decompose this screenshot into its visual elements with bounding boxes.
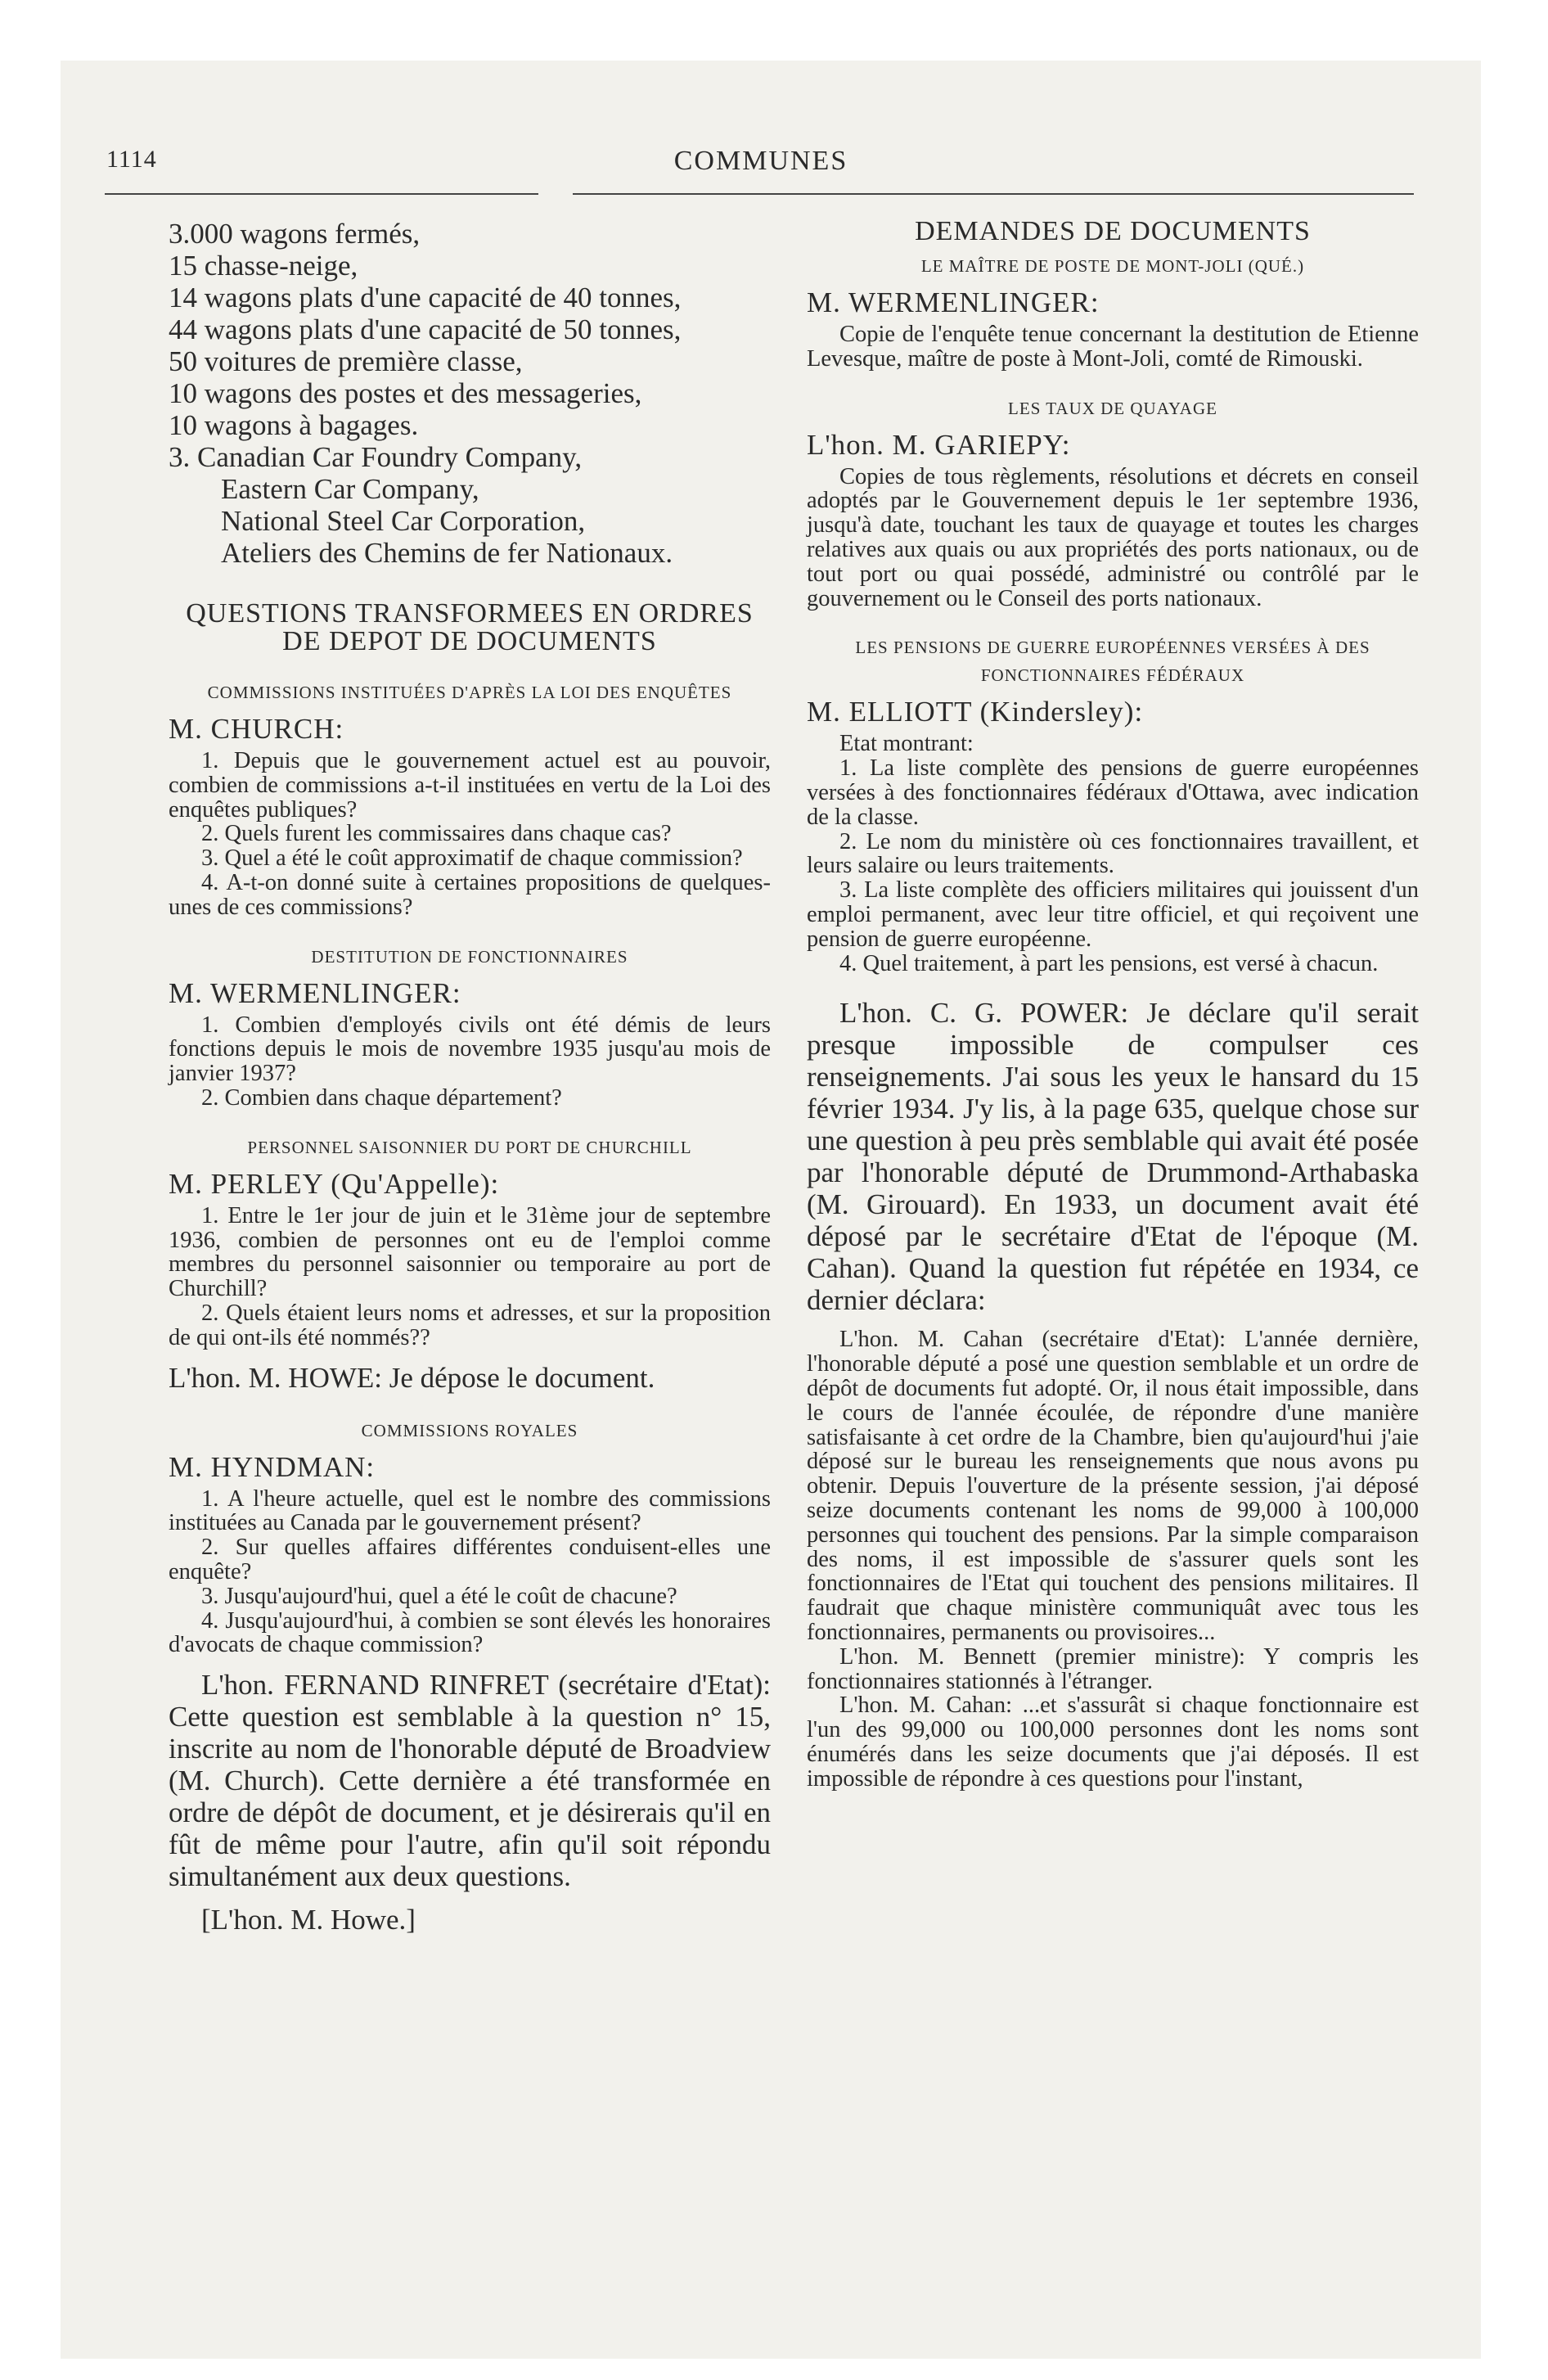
speaker-name: M. ELLIOTT (Kindersley):	[807, 696, 1144, 728]
section-heading: LES PENSIONS DE GUERRE EUROPÉENNES VERSÉES À DES FONCTIONNAIRES FÉDÉRAUX	[855, 638, 1370, 686]
speaker-name: M. HYNDMAN:	[169, 1450, 376, 1483]
quoted-paragraph: L'hon. M. Cahan: ...et s'assurât si chaque fonctionnaire est l'un des 99,000 ou 100,000 personnes dont les noms sont énumérés dans les seize documents que j'ai déposés. Il est impossible de répondre à ces questions pour l'instant,	[807, 1693, 1419, 1792]
reply-paragraph: L'hon. M. HOWE: Je dépose le document.	[169, 1361, 655, 1394]
section-main-heading: DEMANDES DE DOCUMENTS	[915, 216, 1311, 246]
list-item: National Steel Car Corporation,	[221, 505, 586, 537]
question-paragraph: 3. Quel a été le coût approximatif de chaque commission?	[201, 845, 743, 872]
header-rule-left	[105, 193, 538, 195]
left-column	[169, 218, 771, 1936]
question-paragraph: 2. Combien dans chaque département?	[201, 1084, 562, 1111]
list-item: 15 chasse-neige,	[169, 250, 358, 282]
list-item: 10 wagons à bagages.	[169, 409, 419, 441]
question-paragraph: 2. Sur quelles affaires différentes conduisent-elles une enquête?	[169, 1535, 771, 1584]
reply-paragraph: L'hon. FERNAND RINFRET (secrétaire d'Etat): Cette question est semblable à la question n° 15, inscrite au nom de l'honorable député de Broadview (M. Church). Cette dernière a été transformée en ordre de dépôt de document, et je désirerais qu'il en fût de même pour l'autre, afin qu'il soit répondu simultanément aux deux questions.	[169, 1669, 771, 1893]
question-paragraph: 1. Combien d'employés civils ont été démis de leurs fonctions depuis le mois de novembre 1935 jusqu'au mois de janvier 1937?	[169, 1012, 771, 1087]
section-heading: DESTITUTION DE FONCTIONNAIRES	[311, 946, 628, 967]
speaker-name: L'hon. M. GARIEPY:	[807, 428, 1071, 461]
question-paragraph: 1. Depuis que le gouvernement actuel est au pouvoir, combien de commissions a-t-il instituées en vertu de la Loi des enquêtes publiques?	[169, 748, 771, 823]
section-heading: LES TAUX DE QUAYAGE	[1008, 398, 1217, 418]
page-header	[106, 146, 1415, 187]
question-paragraph: 2. Quels étaient leurs noms et adresses, et sur la proposition de qui ont-ils été nommés??	[169, 1300, 771, 1350]
question-paragraph: 3. Jusqu'aujourd'hui, quel a été le coût de chacune?	[201, 1583, 677, 1609]
question-paragraph: 4. Jusqu'aujourd'hui, à combien se sont élevés les honoraires d'avocats de chaque commission?	[169, 1607, 771, 1658]
list-item: 14 wagons plats d'une capacité de 40 tonnes,	[169, 282, 682, 313]
question-paragraph: 4. A-t-on donné suite à certaines propositions de quelques-unes de ces commissions?	[169, 869, 771, 920]
quoted-paragraph: L'hon. M. Bennett (premier ministre): Y compris les fonctionnaires stationnés à l'étranger.	[807, 1643, 1419, 1694]
section-heading: LE MAÎTRE DE POSTE DE MONT-JOLI (QUÉ.)	[920, 256, 1305, 276]
request-paragraph: Copie de l'enquête tenue concernant la destitution de Etienne Levesque, maître de poste à Mont-Joli, comté de Rimouski.	[807, 322, 1419, 372]
section-heading: COMMISSIONS INSTITUÉES D'APRÈS LA LOI DES ENQUÊTES	[207, 683, 732, 702]
request-paragraph: 1. La liste complète des pensions de guerre européennes versées à des fonctionnaires fédéraux d'Ottawa, avec indication de la classe.	[807, 755, 1419, 830]
reply-paragraph: L'hon. C. G. POWER: Je déclare qu'il serait presque impossible de compulser ces renseignements. J'ai sous les yeux le hansard du 15 février 1934. J'y lis, à la page 635, quelque chose sur une question à peu près semblable qui avait été posée par l'honorable député de Drummond-Arthabaska (M. Girouard). En 1933, un document avait été déposé par le secrétaire d'Etat de l'époque (M. Cahan). Quand la question fut répétée en 1934, ce dernier déclara:	[807, 997, 1419, 1317]
right-column	[807, 218, 1419, 1791]
request-paragraph: 4. Quel traitement, à part les pensions, est versé à chacun.	[839, 950, 1379, 976]
section-heading: COMMISSIONS ROYALES	[361, 1420, 578, 1440]
list-item: Ateliers des Chemins de fer Nationaux.	[221, 537, 673, 569]
list-item: 3. Canadian Car Foundry Company,	[169, 441, 583, 473]
request-paragraph: Copies de tous règlements, résolutions et décrets en conseil adoptés par le Gouvernement depuis le 1er septembre 1936, jusqu'à date, touchant les taux de quayage et toutes les charges relatives aux quais ou aux propriétés des ports nationaux, ou de tout port ou quai possédé, administré ou contrôlé par le gouvernement ou le Conseil des ports nationaux.	[807, 463, 1419, 611]
question-paragraph: 2. Quels furent les commissaires dans chaque cas?	[201, 821, 672, 847]
question-paragraph: 1. A l'heure actuelle, quel est le nombre des commissions instituées au Canada par le gouvernement présent?	[169, 1485, 771, 1536]
section-main-heading: QUESTIONS TRANSFORMEES EN ORDRES DE DEPOT DE DOCUMENTS	[186, 598, 754, 656]
page-number: 1114	[106, 146, 157, 173]
request-paragraph: 3. La liste complète des officiers militaires qui jouissent d'un emploi permanent, avec leur titre officiel, et qui reçoivent une pension de guerre européenne.	[807, 877, 1419, 952]
list-item: 50 voitures de première classe,	[169, 345, 523, 377]
list-item: 10 wagons des postes et des messageries,	[169, 377, 642, 409]
page-title: COMMUNES	[673, 146, 848, 176]
rolling-stock-list	[169, 218, 771, 441]
page-signature: [L'hon. M. Howe.]	[201, 1904, 416, 1936]
list-item: 3.000 wagons fermés,	[169, 218, 421, 250]
request-intro: Etat montrant:	[839, 731, 974, 757]
speaker-name: M. WERMENLINGER:	[169, 976, 461, 1009]
speaker-name: M. PERLEY (Qu'Appelle):	[169, 1167, 500, 1200]
section-heading: PERSONNEL SAISONNIER DU PORT DE CHURCHILL	[247, 1137, 692, 1157]
question-paragraph: 1. Entre le 1er jour de juin et le 31ème jour de septembre 1936, combien de personnes ont eu de l'emploi comme membres du personnel saisonnier ou temporaire au port de Churchill?	[169, 1202, 771, 1302]
list-item: Eastern Car Company,	[221, 473, 479, 505]
speaker-name: M. CHURCH:	[169, 713, 344, 745]
quoted-paragraph: L'hon. M. Cahan (secrétaire d'Etat): L'année dernière, l'honorable député a posé une question semblable et un ordre de dépôt de documents fut adopté. Or, il nous était impossible, dans le cours de l'année écoulée, de répondre d'une manière satisfaisante à cet ordre de la Chambre, bien qu'aujourd'hui j'aie déposé sur le bureau les renseignements que nous avons pu obtenir. Depuis l'ouverture de la présente session, j'ai déposé seize documents contenant les noms de 99,000 à 100,000 personnes qui touchent des pensions. Par la simple comparaison des noms, il est impossible de s'assurer quels sont les fonctionnaires de l'Etat qui touchent des pensions militaires. Il faudrait que chaque ministère communiquât avec tous les fonctionnaires, permanents ou provisoires...	[807, 1327, 1419, 1645]
header-rule-right	[573, 193, 1414, 195]
list-item: 44 wagons plats d'une capacité de 50 tonnes,	[169, 313, 682, 345]
request-paragraph: 2. Le nom du ministère où ces fonctionnaires travaillent, et leurs salaire ou leurs traitements.	[807, 828, 1419, 879]
speaker-name: M. WERMENLINGER:	[807, 286, 1100, 318]
